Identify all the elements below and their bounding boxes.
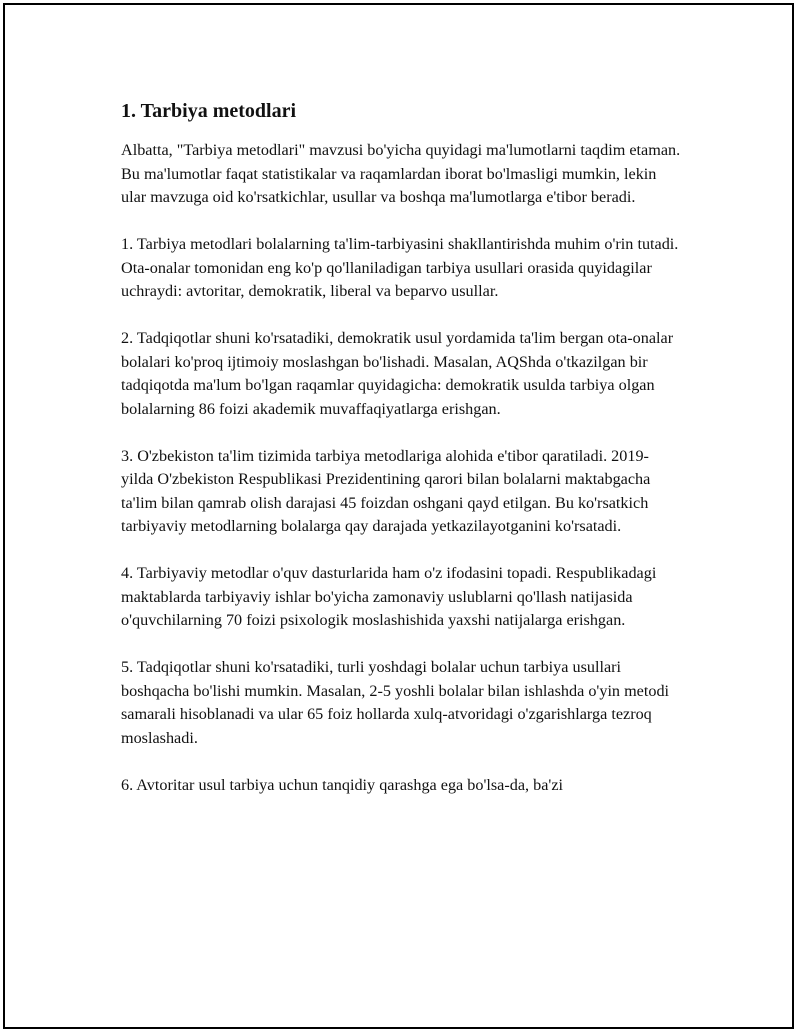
paragraph-6: 6. Avtoritar usul tarbiya uchun tanqidiy qarashga ega bo'lsa-da, ba'zi <box>121 775 564 794</box>
document-body <box>121 97 681 821</box>
paragraph-3: 3. O'zbekiston ta'lim tizimida tarbiya metodlariga alohida e'tibor qaratiladi. 2019-yilda O'zbekiston Respublikasi Prezidentining qarori bilan bolalarni maktabgacha ta'lim bilan qamrab olish darajasi 45 foizdan oshgani qayd etilgan. Bu ko'rsatkich tarbiyaviy metodlarning bolalarga qay darajada yetkazilayotganini ko'rsatadi. <box>121 446 651 535</box>
paragraph-intro: Albatta, "Tarbiya metodlari" mavzusi bo'yicha quyidagi ma'lumotlarni taqdim etaman. Bu ma'lumotlar faqat statistikalar va raqamlardan iborat bo'lmasligi mumkin, lekin ular mavzuga oid ko'rsatkichlar, usullar va boshqa ma'lumotlarga e'tibor beradi. <box>121 141 681 206</box>
paragraph-4: 4. Tarbiyaviy metodlar o'quv dasturlarida ham o'z ifodasini topadi. Respublikadagi maktablarda tarbiyaviy ishlar bo'yicha zamonaviy uslublarni qo'llash natijasida o'quvchilarning 70 foizi psixologik moslashishida yaxshi natijalarga erishgan. <box>121 564 657 629</box>
paragraph-5: 5. Tadqiqotlar shuni ko'rsatadiki, turli yoshdagi bolalar uchun tarbiya usullari boshqacha bo'lishi mumkin. Masalan, 2-5 yoshli bolalar bilan ishlashda o'yin metodi samarali hisoblanadi va ular 65 foiz hollarda xulq-atvoridagi o'zgarishlarga tezroq moslashadi. <box>121 658 670 747</box>
paragraph-2: 2. Tadqiqotlar shuni ko'rsatadiki, demokratik usul yordamida ta'lim bergan ota-onalar bolalari ko'proq ijtimoiy moslashgan bo'lishadi. Masalan, AQShda o'tkazilgan bir tadqiqotda ma'lum bo'lgan raqamlar quyidagicha: demokratik usulda tarbiya olgan bolalarning 86 foizi akademik muvaffaqiyatlarga erishgan. <box>121 329 674 418</box>
document-title: 1. Tarbiya metodlari <box>121 100 297 122</box>
paragraph-1: 1. Tarbiya metodlari bolalarning ta'lim-tarbiyasini shakllantirishda muhim o'rin tutadi. Ota-onalar tomonidan eng ko'p qo'llaniladigan tarbiya usullari orasida quyidagilar uchraydi: avtoritar, demokratik, liberal va beparvo usullar. <box>121 235 679 300</box>
document-page <box>3 3 794 1029</box>
